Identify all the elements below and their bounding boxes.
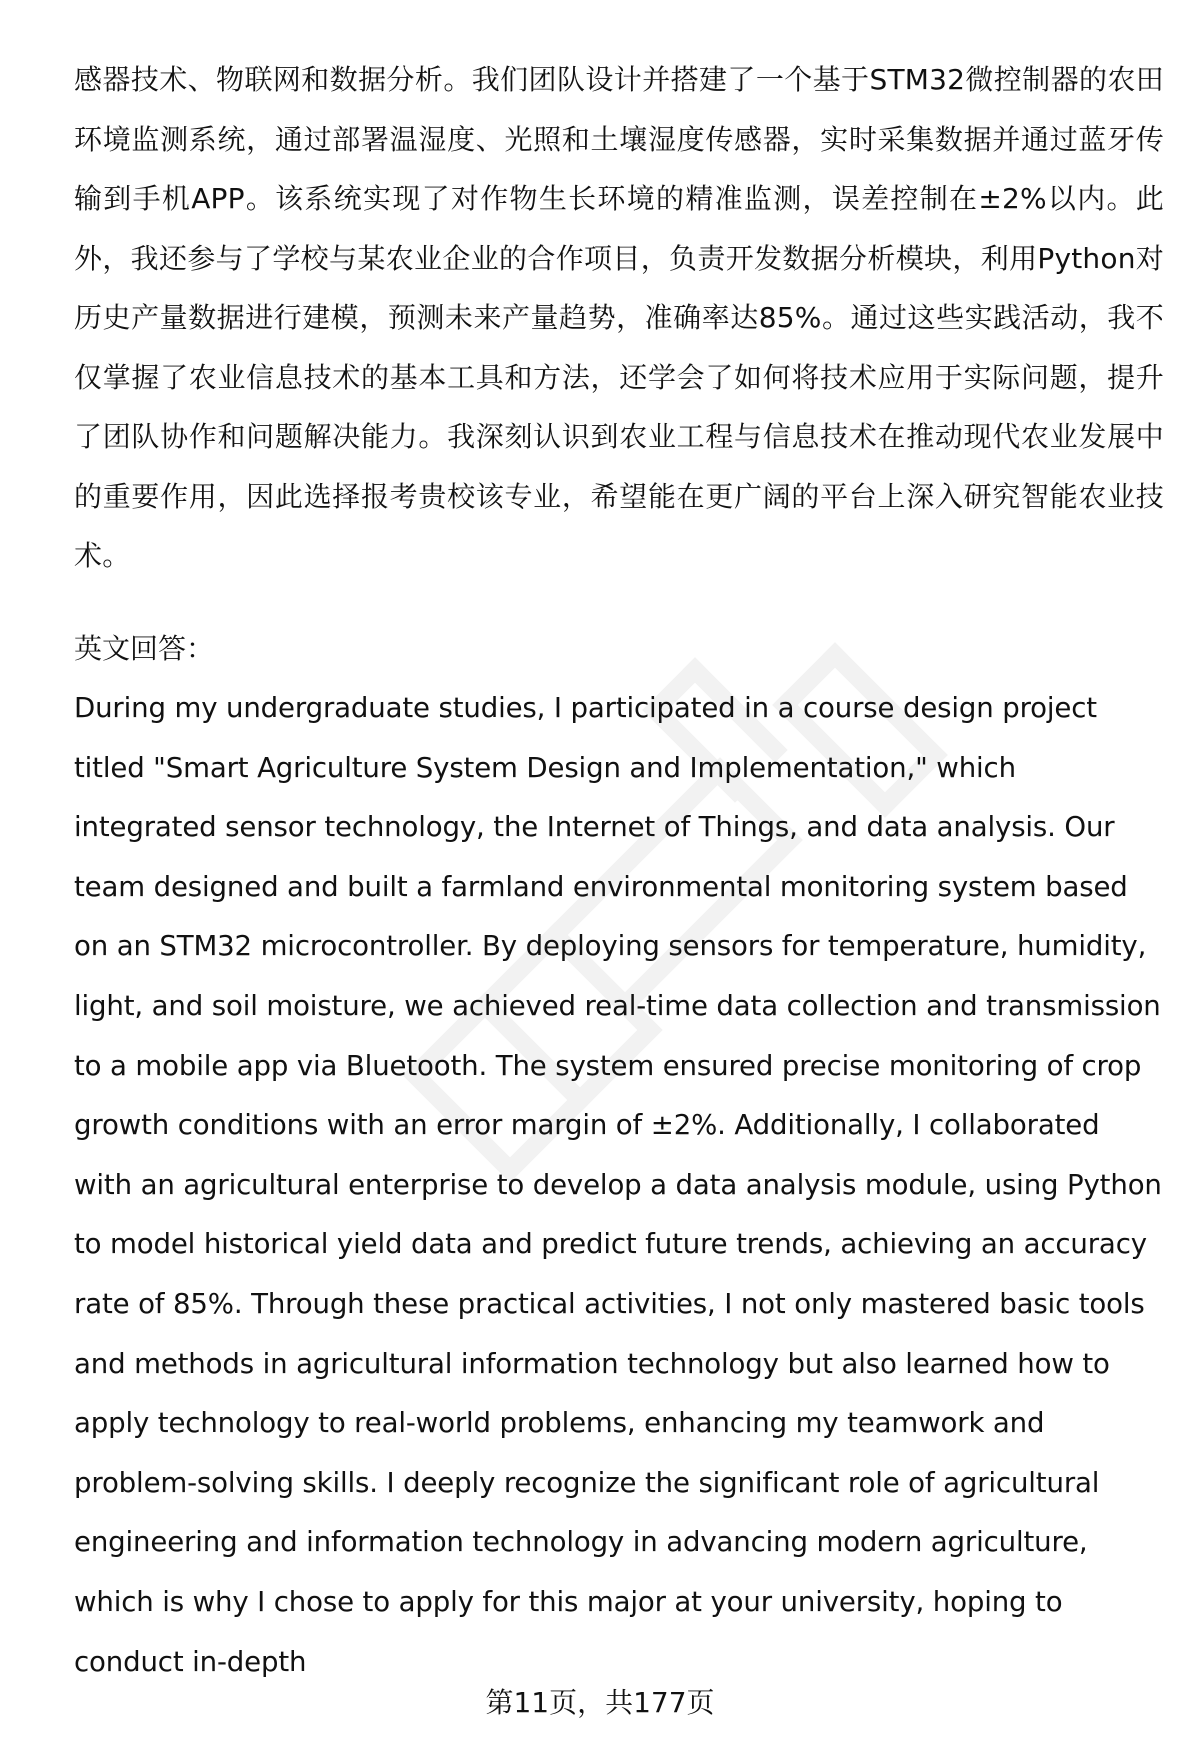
page-footer (0, 1683, 1200, 1723)
page-indicator: 第11页，共177页 (485, 1686, 715, 1719)
chinese-answer-paragraph: 感器技术、物联网和数据分析。我们团队设计并搭建了一个基于STM32微控制器的农田环境监测系统，通过部署温湿度、光照和土壤湿度传感器，实时采集数据并通过蓝牙传输到手机APP。该系统实现了对作物生长环境的精准监测，误差控制在±2%以内。此外，我还参与了学校与某农业企业的合作项目，负责开发数据分析模块，利用Python对历史产量数据进行建模，预测未来产量趋势，准确率达85%。通过这些实践活动，我不仅掌握了农业信息技术的基本工具和方法，还学会了如何将技术应用于实际问题，提升了团队协作和问题解决能力。我深刻认识到农业工程与信息技术在推动现代农业发展中的重要作用，因此选择报考贵校该专业，希望能在更广阔的平台上深入研究智能农业技术。 (74, 63, 1164, 572)
english-answer-paragraph: During my undergraduate studies, I participated in a course design project titled "Smart Agriculture System Design and Implementation," which integrated sensor technology, the Internet of Things, and data analysis. Our team designed and built a farmland environmental monitoring system based on an STM32 microcontroller. By deploying sensors for temperature, humidity, light, and soil moisture, we achieved real-time data collection and transmission to a mobile app via Bluetooth. The system ensured precise monitoring of crop growth conditions with an error margin of ±2%. Additionally, I collaborated with an agricultural enterprise to develop a data analysis module, using Python to model historical yield data and predict future trends, achieving an accuracy rate of 85%. Through these practical activities, I not only mastered basic tools and methods in agricultural information technology but also learned how to apply technology to real-world problems, enhancing my teamwork and problem-solving skills. I deeply recognize the significant role of agricultural engineering and information technology in advancing modern agriculture, which is why I chose to apply for this major at your university, hoping to conduct in-depth (74, 691, 1162, 1678)
main-content (74, 50, 1164, 1691)
english-answer-label: 英文回答： (74, 631, 215, 665)
